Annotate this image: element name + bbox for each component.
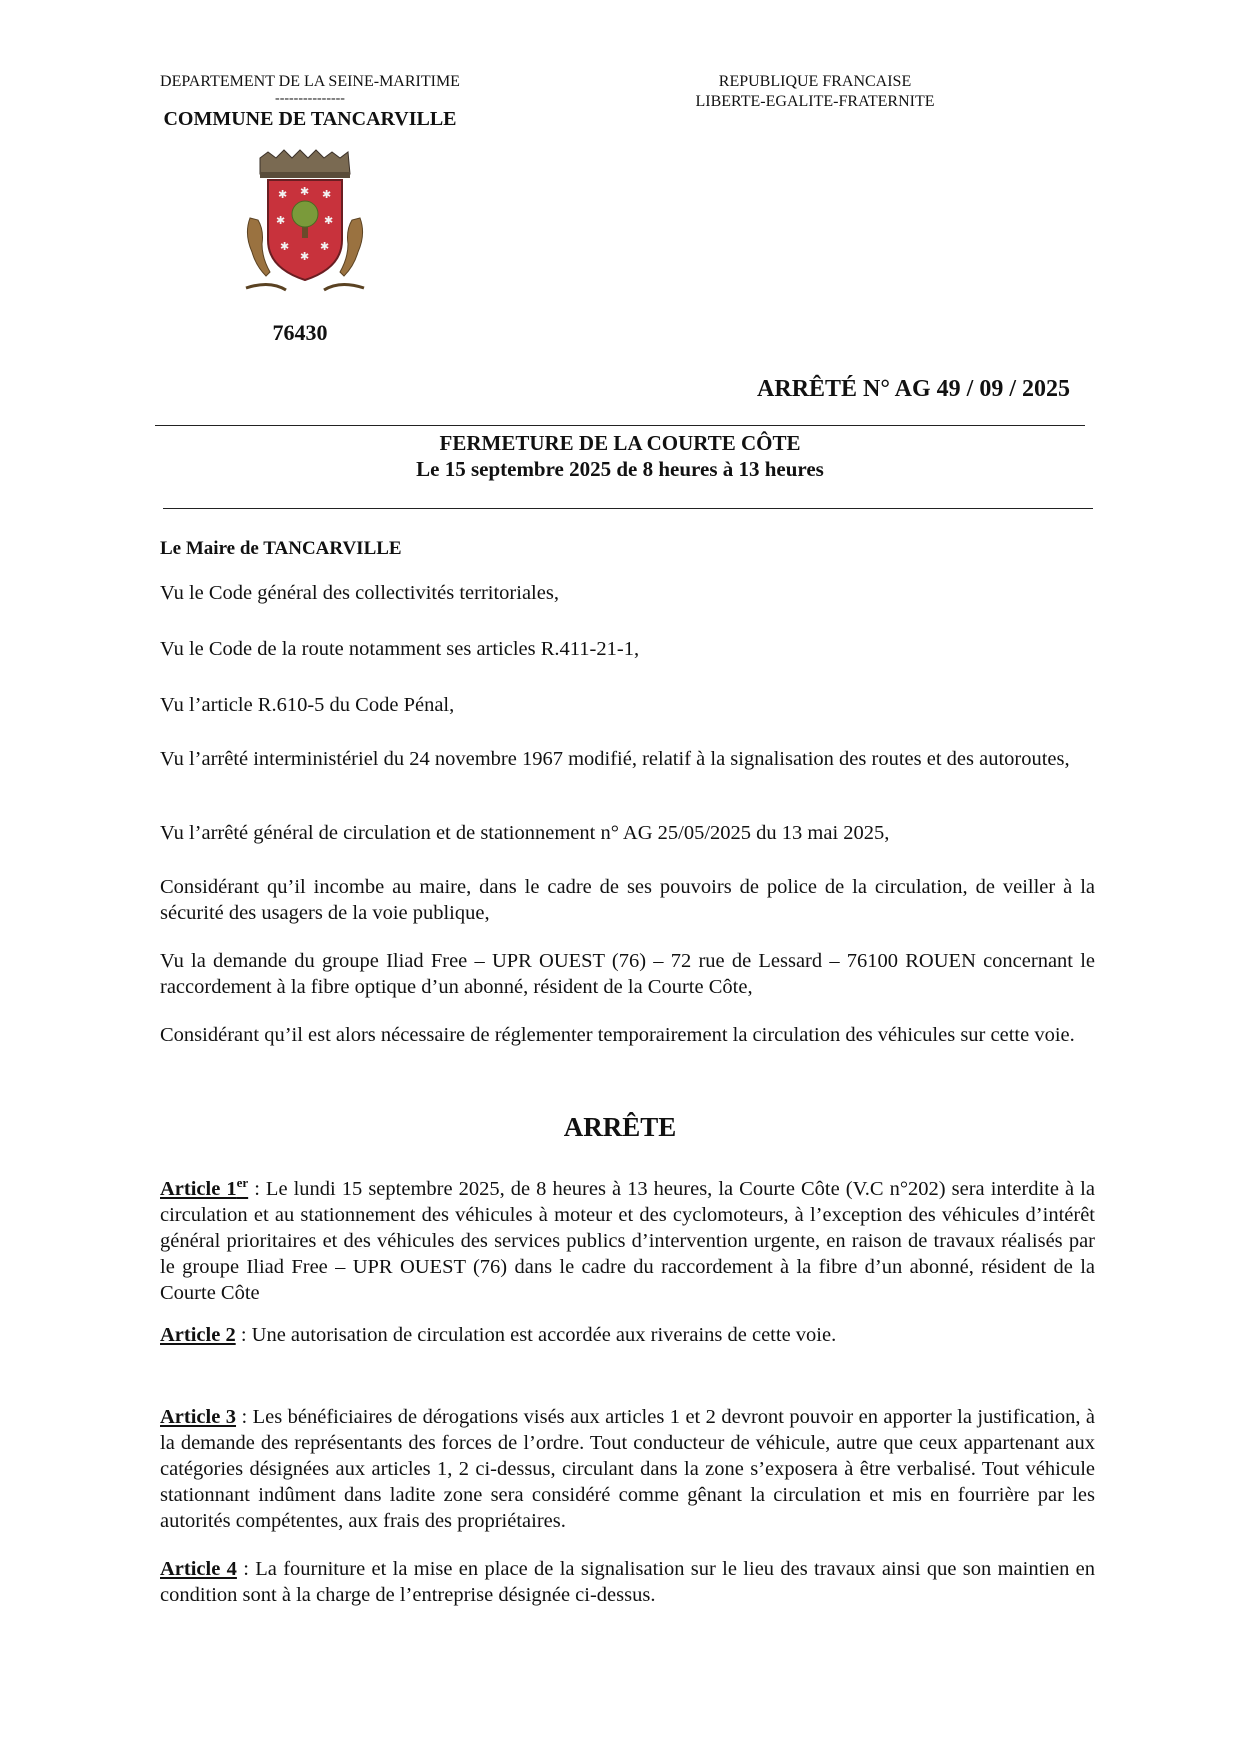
arrete-number: ARRÊTÉ N° AG 49 / 09 / 2025	[757, 376, 1070, 402]
svg-text:✱: ✱	[276, 214, 286, 227]
coat-of-arms-icon	[240, 148, 370, 298]
preamble-item: Vu l’article R.610-5 du Code Pénal,	[160, 694, 455, 716]
preamble-item: Vu la demande du groupe Iliad Free – UPR OUEST (76) – 72 rue de Lessard – 76100 ROUEN concernant le raccordement à la fibre optique d’un abonné, résident de la Courte Côte,	[160, 950, 1095, 998]
article-3-text: : Les bénéficiaires de dérogations visés aux articles 1 et 2 devront pouvoir en apporter la justification, à la demande des représentants des forces de l’ordre. Tout conducteur de véhicule, autre que ceux appartenant aux catégories désignées aux articles 1, 2 ci-dessus, circulant dans la zone s’exposera à être verbalisé. Tout véhicule stationnant indûment dans ladite zone sera considéré comme gênant la circulation et mis en fourrière par les autorités compétentes, aux frais des propriétaires.	[160, 1406, 1095, 1532]
preamble-item: Vu le Code général des collectivités territoriales,	[160, 582, 559, 604]
article-1	[160, 1170, 1095, 1306]
article-4	[160, 1556, 1095, 1608]
svg-text:✱: ✱	[278, 188, 288, 201]
mayor-heading: Le Maire de TANCARVILLE	[160, 538, 402, 559]
postcode: 76430	[272, 320, 328, 345]
article-2-text: : Une autorisation de circulation est accordée aux riverains de cette voie.	[235, 1324, 837, 1346]
arrete-title	[155, 430, 1085, 482]
decision-heading: ARRÊTE	[563, 1112, 677, 1142]
svg-text:✱: ✱	[280, 240, 290, 253]
article-2-label: Article 2	[160, 1324, 236, 1346]
republic-motto: LIBERTE-EGALITE-FRATERNITE	[695, 93, 935, 110]
preamble-item: Vu l’arrêté interministériel du 24 novembre 1967 modifié, relatif à la signalisation des routes et des autoroutes,	[160, 748, 1070, 770]
commune-name: COMMUNE DE TANCARVILLE	[163, 108, 457, 130]
header-separator: ---------------	[275, 91, 345, 106]
svg-text:✱: ✱	[320, 240, 330, 253]
title-rule-top	[155, 425, 1085, 426]
department-name: DEPARTEMENT DE LA SEINE-MARITIME	[160, 73, 460, 90]
article-1-text: : Le lundi 15 septembre 2025, de 8 heures à 13 heures, la Courte Côte (V.C n°202) sera interdite à la circulation et au stationnement des véhicules à moteur et des cyclomoteurs, à l’exception des véhicules d’intérêt général prioritaires et des véhicules des services publics d’intervention urgente, en raison de travaux réalisés par le groupe Iliad Free – UPR OUEST (76) dans le cadre du raccordement à la fibre d’un abonné, résident de la Courte Côte	[160, 1177, 1095, 1304]
svg-text:✱: ✱	[300, 185, 310, 198]
article-1-label: Article 1er	[160, 1175, 249, 1200]
preamble-item: Vu le Code de la route notamment ses articles R.411-21-1,	[160, 638, 640, 660]
svg-text:✱: ✱	[300, 250, 310, 263]
article-2	[160, 1322, 1095, 1348]
header-right	[650, 72, 980, 112]
republic-name: REPUBLIQUE FRANCAISE	[718, 73, 912, 90]
svg-text:✱: ✱	[322, 188, 332, 201]
preamble-item: Considérant qu’il incombe au maire, dans le cadre de ses pouvoirs de police de la circulation, de veiller à la sécurité des usagers de la voie publique,	[160, 876, 1095, 924]
article-4-label: Article 4	[160, 1558, 237, 1580]
title-line-1: FERMETURE DE LA COURTE CÔTE	[439, 431, 801, 455]
article-3	[160, 1404, 1095, 1534]
article-4-text: : La fourniture et la mise en place de la signalisation sur le lieu des travaux ainsi que son maintien en condition sont à la charge de l’entreprise désignée ci-dessus.	[160, 1558, 1095, 1606]
svg-text:✱: ✱	[324, 214, 334, 227]
preamble-item: Vu l’arrêté général de circulation et de stationnement n° AG 25/05/2025 du 13 mai 2025,	[160, 822, 890, 844]
title-rule-bottom	[163, 508, 1093, 509]
header-left	[130, 72, 490, 132]
preamble-item: Considérant qu’il est alors nécessaire de réglementer temporairement la circulation des véhicules sur cette voie.	[160, 1024, 1075, 1046]
article-3-label: Article 3	[160, 1406, 237, 1428]
title-line-2: Le 15 septembre 2025 de 8 heures à 13 heures	[416, 457, 824, 481]
